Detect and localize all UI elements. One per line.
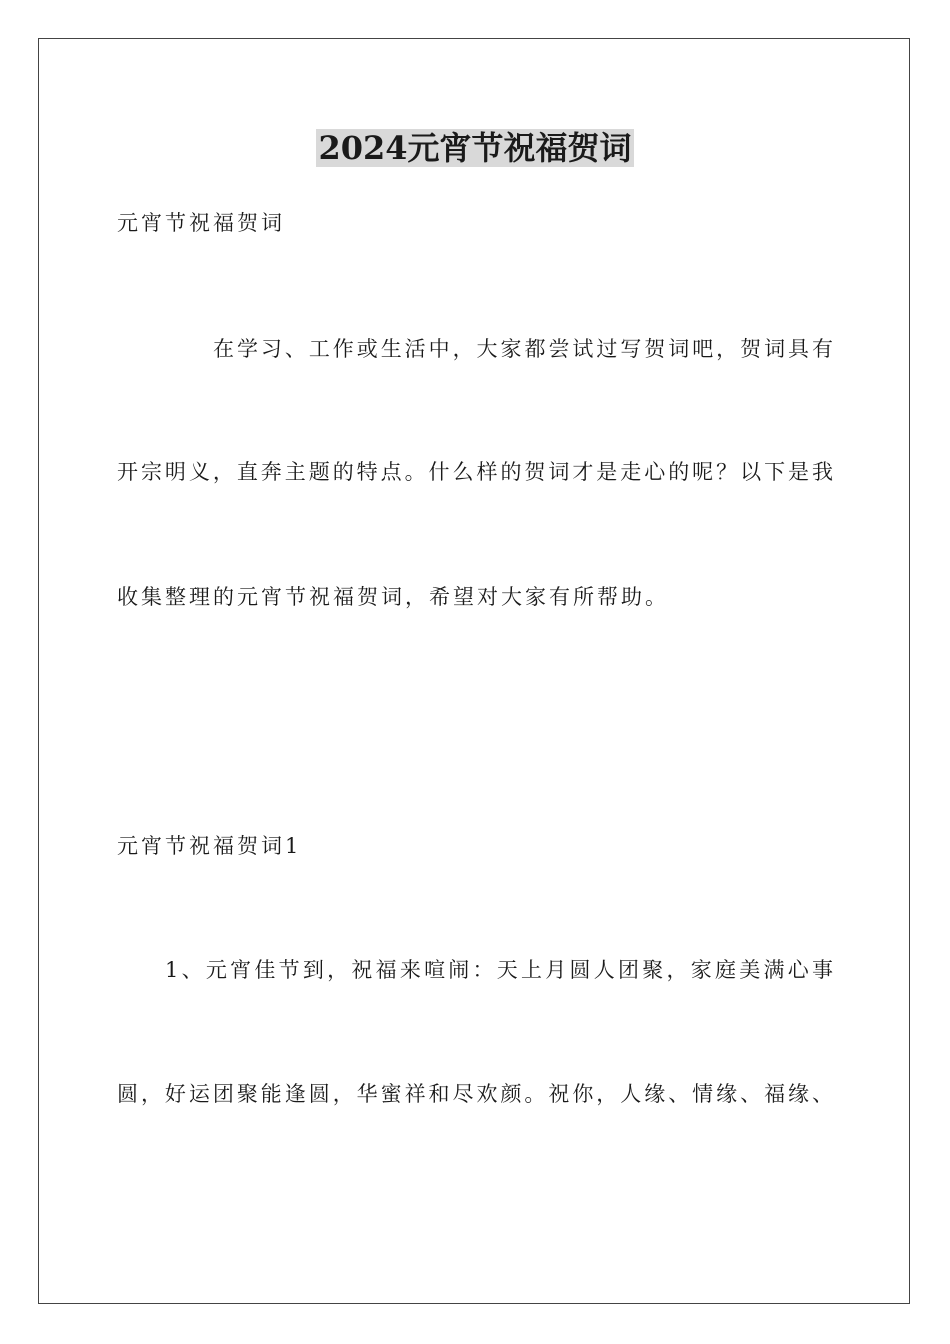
item-1-line-2: 圆，好运团聚能逢圆，华蜜祥和尽欢颜。祝你，人缘、情缘、福缘、 bbox=[117, 1082, 833, 1106]
document-subtitle: 元宵节祝福贺词 bbox=[117, 211, 285, 235]
item-1-line-1: 1、元宵佳节到，祝福来喧闹：天上月圆人团聚，家庭美满心事 bbox=[165, 958, 833, 982]
section-heading: 元宵节祝福贺词1 bbox=[117, 834, 302, 858]
intro-paragraph-line-1: 在学习、工作或生活中，大家都尝试过写贺词吧，贺词具有 bbox=[213, 337, 833, 361]
document-title-text: 2024元宵节祝福贺词 bbox=[318, 129, 632, 167]
intro-paragraph-line-2: 开宗明义，直奔主题的特点。什么样的贺词才是走心的呢？以下是我 bbox=[117, 460, 833, 484]
intro-paragraph-line-3: 收集整理的元宵节祝福贺词，希望对大家有所帮助。 bbox=[117, 585, 669, 609]
document-title bbox=[0, 126, 950, 170]
